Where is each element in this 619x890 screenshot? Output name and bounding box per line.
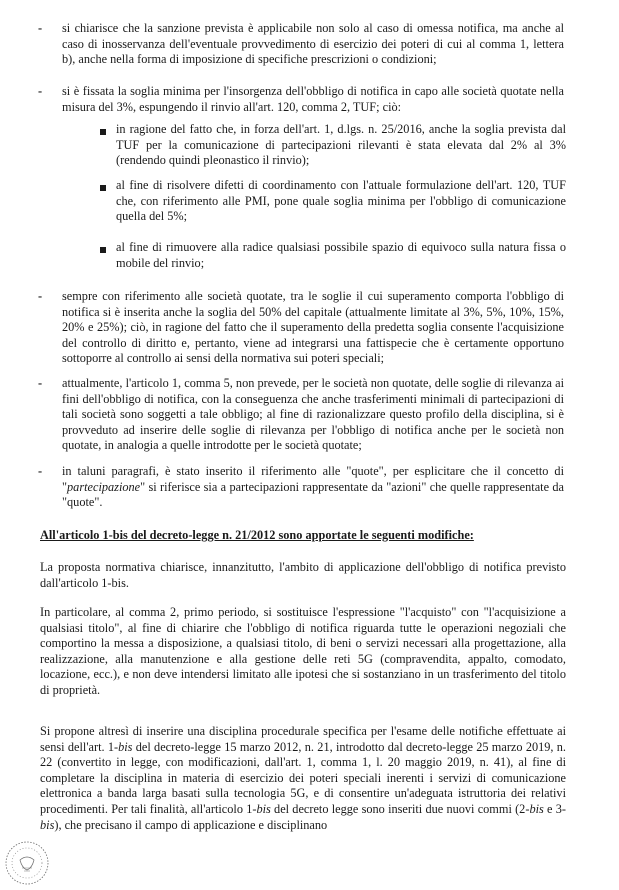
square-bullet-icon — [100, 129, 106, 135]
bullet-text-quote — [62, 464, 564, 511]
subbullet-text-pmi: al fine di risolvere difetti di coordinamento con l'attuale formulazione dell'art. 120, TUF che, con riferimento alle PMI, pone quale soglia minima per l'obbligo di comunicazione quella del 5%; — [116, 178, 566, 224]
bullet-text-soglia-minima: si è fissata la soglia minima per l'insorgenza dell'obbligo di notifica in capo alle società quotate nella misura del 3%, espungendo il rinvio all'art. 120, comma 2, TUF; ciò: — [62, 84, 564, 114]
bullet-marker: - — [38, 21, 43, 35]
paragraph-ambito: La proposta normativa chiarisce, innanzitutto, l'ambito di applicazione dell'obbligo di notifica previsto dall'articolo 1-bis. — [40, 560, 566, 590]
paragraph-text-part: ), che precisano il campo di applicazione e disciplinano — [54, 817, 328, 832]
italic-term: bis — [40, 817, 55, 832]
paragraph-procedura — [40, 724, 566, 833]
square-bullet-icon — [100, 185, 106, 191]
square-bullet-icon — [100, 247, 106, 253]
paragraph-text-part: del decreto-legge 15 marzo 2012, n. 21, introdotto dal decreto-legge 25 marzo 2019, n. 22 (convertito in legge, con modificazioni, dall'art. 1, comma 1, l. 20 maggio 2019, n. 41), al fine di completare la disciplina in materia di esercizio dei poteri speciali inerenti i servizi di comunicazione elettronica a banda larga basati sulla tecnologia 5G, e di consentire un'adeguata istruttoria dei relativi procedimenti. Per tali finalità, all'articolo 1- — [40, 739, 566, 816]
bullet-marker: - — [38, 84, 43, 98]
bullet-text-part: in taluni paragrafi, è stato inserito il riferimento alle "quote", per esplicitare che il concetto di " — [62, 464, 564, 494]
bullet-text-soglia-50: sempre con riferimento alle società quotate, tra le soglie il cui superamento comporta l'obbligo di notifica si è inserita anche la soglia del 50% del capitale (attualmente limitate al 3%, 5%, 10%, 15%, 20% e 25%); ciò, in ragione del fatto che il superamento della predetta soglia consente l'acquisizione del controllo di diritto e, pertanto, viene ad integrarsi una fattispecie che è certamente opportuno sottoporre al controllo ai sensi della normativa sui poteri speciali; — [62, 289, 564, 366]
bullet-marker: - — [38, 376, 43, 390]
italic-term: bis — [256, 801, 271, 816]
bullet-marker: - — [38, 289, 43, 303]
section-heading: All'articolo 1-bis del decreto-legge n. 21/2012 sono apportate le seguenti modifiche: — [40, 528, 474, 542]
paragraph-text-part: del decreto legge sono inseriti due nuovi commi (2- — [270, 801, 530, 816]
bullet-text-sanzione: si chiarisce che la sanzione prevista è applicabile non solo al caso di omessa notifica, ma anche al caso di inosservanza dell'eventuale provvedimento di esercizio dei poteri di cui al comma 1, lettera b), anche nella forma di imposizione di specifiche prescrizioni o condizioni; — [62, 21, 564, 67]
bullet-text-part: " si riferisce sia a partecipazioni rappresentate da "azioni" che quelle rappresentate da "quote". — [62, 479, 564, 510]
italic-term: bis — [118, 739, 133, 754]
paragraph-text-part: Si propone altresì di inserire una disciplina procedurale specifica per l'esame delle notifiche effettuate ai sensi dell'art. 1- — [40, 724, 566, 754]
italic-term: partecipazione — [67, 479, 141, 494]
bullet-marker: - — [38, 464, 43, 478]
official-seal-icon — [0, 838, 54, 888]
subbullet-text-rinvio: al fine di rimuovere alla radice qualsiasi possibile spazio di equivoco sulla natura fissa o mobile del rinvio; — [116, 240, 566, 270]
paragraph-comma-2: In particolare, al comma 2, primo periodo, si sostituisce l'espressione "l'acquisto" con "l'acquisizione a qualsiasi titolo", al fine di chiarire che l'obbligo di notifica riguarda tutte le operazioni negoziali che comportino la messa a disposizione, a qualsiasi titolo, di beni o servizi necessari alla progettazione, alla realizzazione, alla manutenzione e alla gestione delle reti 5G (compravendita, appalto, comodato, locazione, ecc.), e non deve intendersi limitato alle ipotesi che si sostanziano in un trasferimento del titolo di proprietà. — [40, 605, 566, 697]
italic-term: bis — [529, 801, 544, 816]
subbullet-text-tuf: in ragione del fatto che, in forza dell'art. 1, d.lgs. n. 25/2016, anche la soglia prevista dal TUF per la comunicazione di partecipazioni rilevanti è stata elevata dal 2% al 3% (rendendo quindi pleonastico il rinvio); — [116, 122, 566, 168]
bullet-text-non-quotate: attualmente, l'articolo 1, comma 5, non prevede, per le società non quotate, delle soglie di rilevanza ai fini dell'obbligo di notifica, con la conseguenza che anche trasferimenti minimali di partecipazioni di tali società sono soggetti a tale obbligo; al fine di razionalizzare questo profilo della disciplina, si è provveduto ad inserire delle soglie di rilevanza per l'obbligo di notifica anche per le società non quotate, in analogia a quelle introdotte per le società quotate; — [62, 376, 564, 453]
paragraph-text-part: e 3- — [543, 801, 566, 816]
